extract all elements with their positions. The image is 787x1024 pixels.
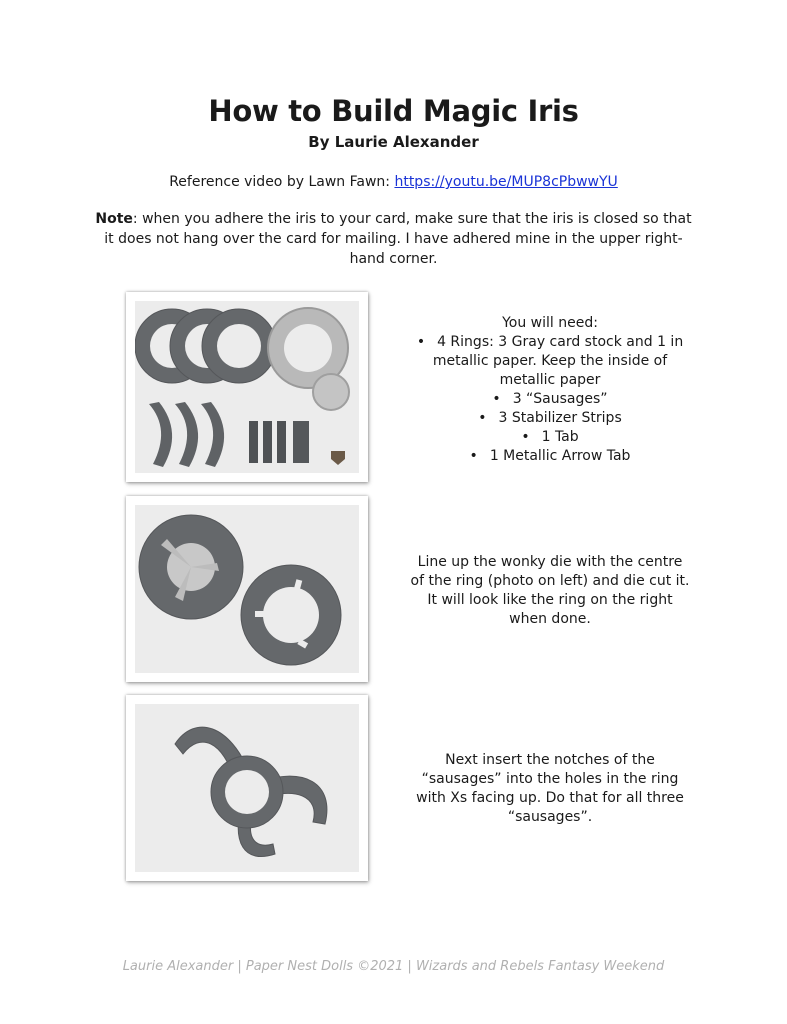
reference-line	[0, 174, 787, 190]
step-1-text	[410, 314, 690, 466]
die-cut-image	[135, 505, 359, 673]
supply-item-arrow-tab: • 1 Metallic Arrow Tab	[470, 448, 631, 464]
supply-item-stabilizer: • 3 Stabilizer Strips	[478, 410, 622, 426]
list-item	[410, 333, 690, 390]
step-3-text: Next insert the notches of the “sausages” into the holes in the ring with Xs facing up. Do that for all three “sausages”.	[416, 752, 684, 825]
supply-item-sausages: • 3 “Sausages”	[492, 391, 607, 407]
supply-item-rings: • 4 Rings: 3 Gray card stock and 1 in metallic paper. Keep the inside of metallic paper	[417, 334, 683, 388]
note-text: : when you adhere the iris to your card, make sure that the iris is closed so that it does not hang over the card for mailing. I have adhered mine in the upper right-hand corner.	[104, 211, 692, 267]
note-paragraph	[95, 209, 692, 269]
step-2-text: Line up the wonky die with the centre of the ring (photo on left) and die cut it. It will look like the ring on the right when done.	[410, 554, 690, 627]
note-label: Note	[95, 211, 133, 227]
supplies-list	[410, 333, 690, 466]
assembled-image	[135, 704, 359, 872]
reference-video-link[interactable]: https://youtu.be/MUP8cPbwwYU	[394, 174, 618, 190]
list-item	[410, 447, 690, 466]
page-title: How to Build Magic Iris	[208, 94, 579, 128]
photo-components	[126, 292, 368, 482]
author-byline: By Laurie Alexander	[308, 133, 479, 151]
list-item	[410, 390, 690, 409]
components-image	[135, 301, 359, 473]
page-footer: Laurie Alexander | Paper Nest Dolls ©2021 | Wizards and Rebels Fantasy Weekend	[122, 959, 665, 974]
reference-prefix: Reference video by Lawn Fawn:	[169, 174, 395, 190]
list-item	[410, 409, 690, 428]
list-item	[410, 428, 690, 447]
supply-item-tab: • 1 Tab	[521, 429, 578, 445]
photo-assembled	[126, 695, 368, 881]
photo-die-cut	[126, 496, 368, 682]
step-1-intro: You will need:	[502, 315, 598, 331]
